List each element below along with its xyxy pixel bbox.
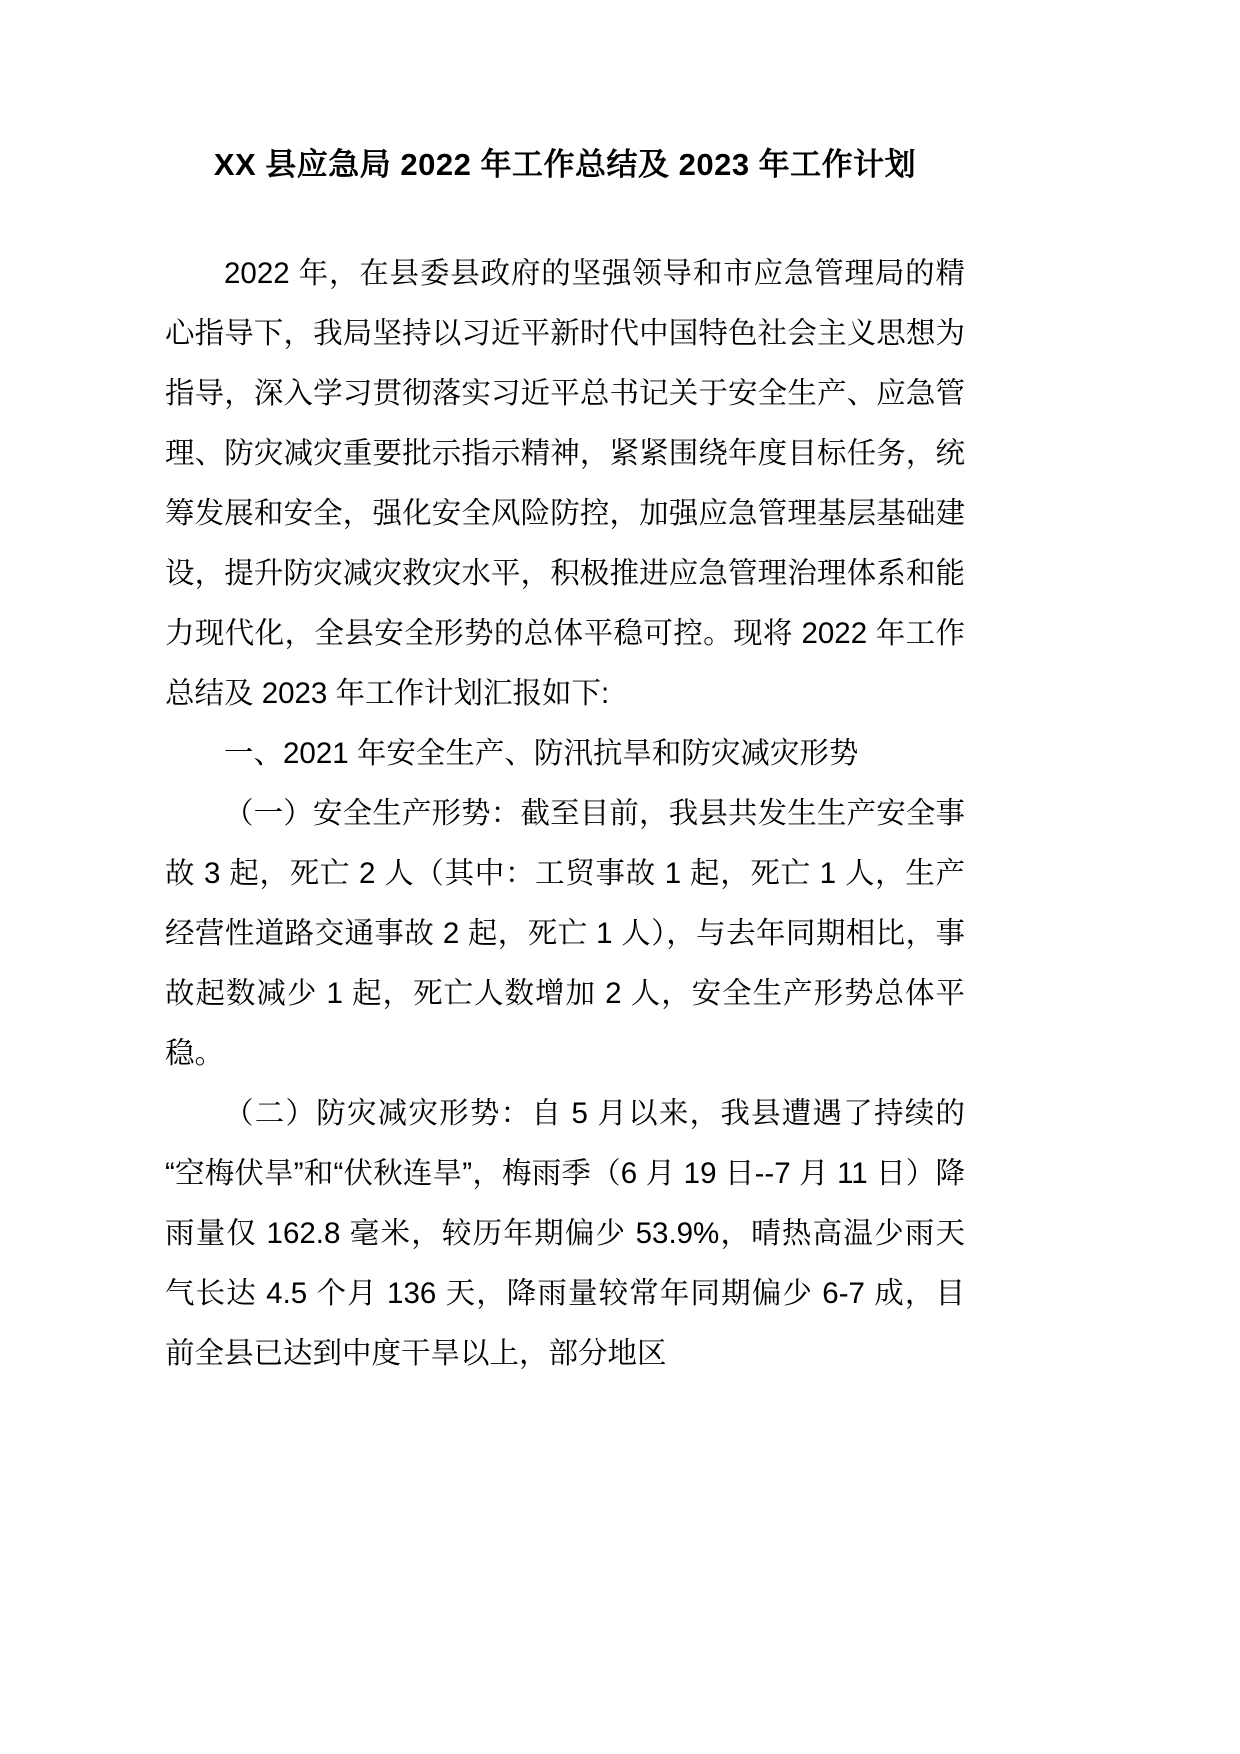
document-title: XX 县应急局 2022 年工作总结及 2023 年工作计划 bbox=[213, 147, 917, 182]
page-content bbox=[165, 0, 965, 1754]
section-heading-one: 一、2021 年安全生产、防汛抗旱和防灾减灾形势 bbox=[224, 736, 859, 770]
paragraph-safety-production-situation: （一）安全生产形势：截至目前，我县共发生生产安全事故 3 起，死亡 2 人（其中：工贸事故 1 起，死亡 1 人，生产经营性道路交通事故 2 起，死亡 1 人），与去年同期相比，事故起数减少 1 起，死亡人数增加 2 人，安全生产形势总体平稳。 bbox=[165, 796, 965, 1070]
paragraph-intro: 2022 年，在县委县政府的坚强领导和市应急管理局的精心指导下，我局坚持以习近平新时代中国特色社会主义思想为指导，深入学习贯彻落实习近平总书记关于安全生产、应急管理、防灾减灾重要批示指示精神，紧紧围绕年度目标任务，统筹发展和安全，强化安全风险防控，加强应急管理基层基础建设，提升防灾减灾救灾水平，积极推进应急管理治理体系和能力现代化，全县安全形势的总体平稳可控。现将 2022 年工作总结及 2023 年工作计划汇报如下: bbox=[165, 256, 965, 710]
document-body bbox=[165, 244, 965, 1384]
paragraph-disaster-prevention-situation: （二）防灾减灾形势：自 5 月以来，我县遭遇了持续的“空梅伏旱”和“伏秋连旱”，梅雨季（6 月 19 日--7 月 11 日）降雨量仅 162.8 毫米，较历年期偏少 53.9%，晴热高温少雨天气长达 4.5 个月 136 天，降雨量较常年同期偏少 6-7 成，目前全县已达到中度干旱以上，部分地区 bbox=[165, 1096, 965, 1370]
